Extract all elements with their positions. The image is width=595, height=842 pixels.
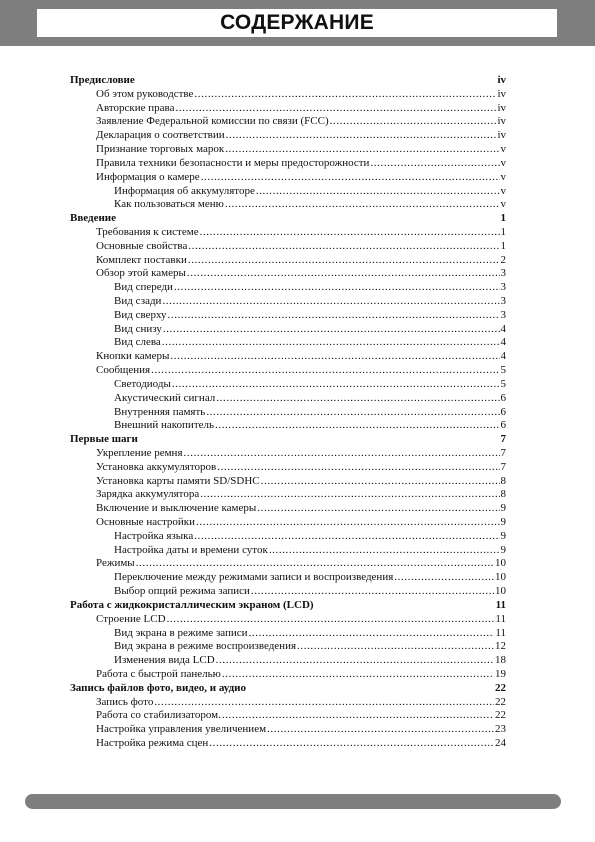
toc-section-row[interactable] xyxy=(70,74,506,88)
toc-page-number: 8 xyxy=(500,488,506,501)
toc-entry-row[interactable] xyxy=(70,613,506,627)
toc-entry-title: Запись файлов фото, видео, и аудио xyxy=(70,681,247,694)
toc-entry-row[interactable] xyxy=(70,419,506,433)
toc-entry-row[interactable] xyxy=(70,129,506,143)
toc-entry-row[interactable] xyxy=(70,571,506,585)
toc-entry-title: Как пользоваться меню xyxy=(114,198,224,211)
toc-entry-row[interactable] xyxy=(70,267,506,281)
toc-page-number: 1 xyxy=(500,239,506,252)
toc-page-number: 22 xyxy=(495,709,506,722)
toc-page-number: 7 xyxy=(500,460,506,473)
toc-leader-dots xyxy=(226,129,497,143)
toc-page-number: 18 xyxy=(495,654,506,667)
toc-entry-title: Зарядка аккумулятора xyxy=(96,488,200,501)
toc-entry-title: Первые шаги xyxy=(70,433,138,446)
toc-leader-dots xyxy=(209,737,494,751)
toc-leader-dots xyxy=(174,281,500,295)
toc-page-number: 2 xyxy=(500,253,506,266)
toc-page-number: 10 xyxy=(495,571,506,584)
toc-page-number: 11 xyxy=(495,626,506,639)
toc-leader-dots xyxy=(196,516,499,530)
toc-page-number: 7 xyxy=(500,446,506,459)
toc-page-number: 9 xyxy=(500,529,506,542)
toc-page-number: 9 xyxy=(500,543,506,556)
toc-entry-title: Предисловие xyxy=(70,74,135,86)
toc-leader-dots xyxy=(215,419,499,433)
toc-leader-dots xyxy=(194,88,496,102)
toc-entry-title: Информация о камере xyxy=(96,170,200,183)
toc-leader-dots xyxy=(170,350,499,364)
toc-page-number: v xyxy=(500,156,506,169)
toc-leader-dots xyxy=(154,696,494,710)
toc-entry-title: Включение и выключение камеры xyxy=(96,502,257,515)
toc-leader-dots xyxy=(162,336,500,350)
toc-entry-row[interactable] xyxy=(70,461,506,475)
toc-page-number: 3 xyxy=(500,281,506,294)
toc-entry-title: Укрепление ремня xyxy=(96,446,183,459)
toc-leader-dots xyxy=(188,254,500,268)
toc-leader-dots xyxy=(251,585,494,599)
toc-leader-dots xyxy=(200,488,499,502)
toc-leader-dots xyxy=(168,309,500,323)
toc-page-number: 3 xyxy=(500,308,506,321)
toc-entry-row[interactable] xyxy=(70,654,506,668)
toc-entry-title: Кнопки камеры xyxy=(96,350,170,363)
toc-entry-row[interactable] xyxy=(70,627,506,641)
toc-entry-row[interactable] xyxy=(70,392,506,406)
toc-entry-title: Вид экрана в режиме воспроизведения xyxy=(114,640,297,653)
toc-entry-title: Требования к системе xyxy=(96,225,199,238)
toc-entry-row[interactable] xyxy=(70,102,506,116)
toc-entry-title: Светодиоды xyxy=(114,377,171,390)
toc-section-row[interactable] xyxy=(70,433,506,447)
toc-page-number: 1 xyxy=(500,225,506,238)
toc-entry-row[interactable] xyxy=(70,198,506,212)
toc-page-number: v xyxy=(500,143,506,156)
toc-page-number: v xyxy=(500,170,506,183)
toc-entry-row[interactable] xyxy=(70,447,506,461)
toc-entry-row[interactable] xyxy=(70,157,506,171)
toc-entry-title: Установка аккумуляторов xyxy=(96,460,217,473)
toc-entry-title: Вид снизу xyxy=(114,322,162,335)
toc-leader-dots xyxy=(330,115,497,129)
toc-entry-row[interactable] xyxy=(70,281,506,295)
toc-entry-title: Внутренняя память xyxy=(114,405,206,418)
toc-entry-row[interactable] xyxy=(70,737,506,751)
toc-leader-dots xyxy=(225,198,500,212)
toc-entry-title: Настройка языка xyxy=(114,529,194,542)
toc-page-number: iv xyxy=(497,87,506,100)
toc-entry-title: Установка карты памяти SD/SDHC xyxy=(96,474,260,487)
toc-section-row[interactable] xyxy=(70,599,506,613)
toc-page-number: 8 xyxy=(500,474,506,487)
toc-entry-row[interactable] xyxy=(70,530,506,544)
toc-entry-title: Внешний накопитель xyxy=(114,419,215,432)
toc-leader-dots xyxy=(188,240,499,254)
toc-entry-title: Введение xyxy=(70,212,117,225)
toc-entry-row[interactable] xyxy=(70,378,506,392)
toc-entry-title: Переключение между режимами записи и воспроизведения xyxy=(114,571,394,584)
toc-page-number: 4 xyxy=(500,350,506,363)
toc-entry-row[interactable] xyxy=(70,323,506,337)
toc-entry-row[interactable] xyxy=(70,143,506,157)
toc-page-number: v xyxy=(500,198,506,211)
toc-entry-title: Режимы xyxy=(96,557,135,570)
toc-page-number: 22 xyxy=(495,681,506,694)
toc-page-number: 9 xyxy=(500,502,506,515)
toc-section-row[interactable] xyxy=(70,682,506,696)
toc-entry-title: Акустический сигнал xyxy=(114,391,216,404)
toc-page-number: iv xyxy=(497,129,506,142)
toc-entry-title: Запись фото xyxy=(96,695,154,708)
toc-leader-dots xyxy=(394,571,494,585)
toc-leader-dots xyxy=(136,557,494,571)
toc-leader-dots xyxy=(370,157,499,171)
toc-leader-dots xyxy=(249,627,495,641)
toc-entry-row[interactable] xyxy=(70,185,506,199)
toc-page-number: 3 xyxy=(500,267,506,280)
toc-entry-row[interactable] xyxy=(70,475,506,489)
toc-entry-title: Изменения вида LCD xyxy=(114,654,215,667)
toc-leader-dots xyxy=(201,171,500,185)
toc-entry-row[interactable] xyxy=(70,254,506,268)
toc-leader-dots xyxy=(184,447,500,461)
toc-entry-title: Сообщения xyxy=(96,364,151,377)
toc-section-row[interactable] xyxy=(70,212,506,226)
toc-page-number: 23 xyxy=(495,723,506,736)
toc-page-number: 24 xyxy=(495,737,506,749)
toc-page-number: 11 xyxy=(495,598,506,611)
toc-page-number: 10 xyxy=(495,557,506,570)
toc-page-number: 6 xyxy=(500,405,506,418)
toc-entry-row[interactable] xyxy=(70,309,506,323)
toc-page-number: 6 xyxy=(500,419,506,432)
toc-leader-dots xyxy=(163,323,500,337)
toc-leader-dots xyxy=(267,723,494,737)
toc-entry-title: Работа со стабилизатором. xyxy=(96,709,221,722)
toc-entry-title: Основные свойства xyxy=(96,239,188,252)
toc-entry-row[interactable] xyxy=(70,585,506,599)
toc-entry-row[interactable] xyxy=(70,488,506,502)
toc-leader-dots xyxy=(194,530,499,544)
toc-page-number: 4 xyxy=(500,322,506,335)
toc-page-number: 1 xyxy=(500,212,506,225)
toc-leader-dots xyxy=(222,709,494,723)
toc-entry-title: Вид экрана в режиме записи xyxy=(114,626,248,639)
toc-leader-dots xyxy=(167,613,495,627)
toc-leader-dots xyxy=(297,640,494,654)
toc-leader-dots xyxy=(172,378,500,392)
toc-page-number: 6 xyxy=(500,391,506,404)
toc-leader-dots xyxy=(151,364,499,378)
toc-entry-title: Вид слева xyxy=(114,336,161,349)
toc-entry-title: Обзор этой камеры xyxy=(96,267,186,280)
toc-entry-title: Вид спереди xyxy=(114,281,173,294)
toc-entry-row[interactable] xyxy=(70,115,506,129)
toc-entry-row[interactable] xyxy=(70,544,506,558)
footer-bar xyxy=(25,794,561,809)
toc-leader-dots xyxy=(256,185,500,199)
toc-entry-row[interactable] xyxy=(70,350,506,364)
table-of-contents xyxy=(70,74,506,751)
toc-entry-title: Правила техники безопасности и меры предосторожности xyxy=(96,156,370,169)
toc-entry-title: Строение LCD xyxy=(96,612,166,625)
toc-page-number: 19 xyxy=(495,667,506,680)
toc-leader-dots xyxy=(225,143,499,157)
toc-entry-title: Настройка даты и времени суток xyxy=(114,543,268,556)
toc-entry-row[interactable] xyxy=(70,336,506,350)
toc-leader-dots xyxy=(175,102,496,116)
toc-page-number: v xyxy=(500,184,506,197)
toc-entry-title: Признание торговых марок xyxy=(96,143,225,156)
toc-entry-title: Информация об аккумуляторе xyxy=(114,184,255,197)
toc-page-number: 4 xyxy=(500,336,506,349)
toc-leader-dots xyxy=(222,668,494,682)
toc-entry-title: Работа с быстрой панелью xyxy=(96,667,221,680)
toc-entry-row[interactable] xyxy=(70,171,506,185)
toc-entry-row[interactable] xyxy=(70,240,506,254)
toc-leader-dots xyxy=(162,295,499,309)
toc-leader-dots xyxy=(206,406,499,420)
toc-leader-dots xyxy=(257,502,499,516)
toc-entry-row[interactable] xyxy=(70,640,506,654)
toc-entry-row[interactable] xyxy=(70,88,506,102)
toc-entry-title: Работа с жидкокристаллическим экраном (LCD) xyxy=(70,598,314,611)
page-title: СОДЕРЖАНИЕ xyxy=(37,9,557,37)
toc-entry-title: Настройка управления увеличением xyxy=(96,723,267,736)
toc-entry-title: Комплект поставки xyxy=(96,253,187,266)
toc-entry-title: Вид сзади xyxy=(114,295,162,307)
toc-page-number: 10 xyxy=(495,585,506,598)
toc-entry-row[interactable] xyxy=(70,696,506,710)
toc-entry-title: Основные настройки xyxy=(96,516,196,528)
toc-entry-row[interactable] xyxy=(70,364,506,378)
toc-page-number: 5 xyxy=(500,377,506,390)
toc-page-number: 12 xyxy=(495,640,506,653)
toc-entry-row[interactable] xyxy=(70,668,506,682)
toc-leader-dots xyxy=(187,267,500,281)
toc-entry-row[interactable] xyxy=(70,406,506,420)
toc-entry-row[interactable] xyxy=(70,709,506,723)
toc-entry-title: Выбор опций режима записи xyxy=(114,585,250,598)
toc-entry-row[interactable] xyxy=(70,502,506,516)
toc-page-number: 7 xyxy=(500,433,506,446)
toc-entry-row[interactable] xyxy=(70,226,506,240)
toc-entry-title: Об этом руководстве xyxy=(96,87,194,100)
toc-entry-title: Авторские права xyxy=(96,101,175,114)
toc-page-number: 11 xyxy=(495,612,506,625)
toc-page-number: 3 xyxy=(500,295,506,307)
toc-page-number: 9 xyxy=(500,516,506,528)
toc-entry-title: Вид сверху xyxy=(114,308,167,321)
toc-entry-title: Декларация о соответствии xyxy=(96,129,225,142)
toc-page-number: 5 xyxy=(500,364,506,377)
toc-entry-title: Настройка режима сцен xyxy=(96,737,209,749)
toc-entry-title: Заявление Федеральной комиссии по связи (FCC) xyxy=(96,115,329,128)
toc-page-number: iv xyxy=(497,101,506,114)
toc-entry-row[interactable] xyxy=(70,557,506,571)
toc-page-number: iv xyxy=(497,74,506,86)
toc-leader-dots xyxy=(216,392,499,406)
toc-entry-row[interactable] xyxy=(70,723,506,737)
toc-leader-dots xyxy=(261,475,500,489)
toc-entry-row[interactable] xyxy=(70,516,506,530)
toc-leader-dots xyxy=(269,544,500,558)
toc-leader-dots xyxy=(200,226,500,240)
toc-entry-row[interactable] xyxy=(70,295,506,309)
toc-page-number: 22 xyxy=(495,695,506,708)
toc-page-number: iv xyxy=(497,115,506,128)
toc-leader-dots xyxy=(217,461,499,475)
toc-leader-dots xyxy=(216,654,494,668)
